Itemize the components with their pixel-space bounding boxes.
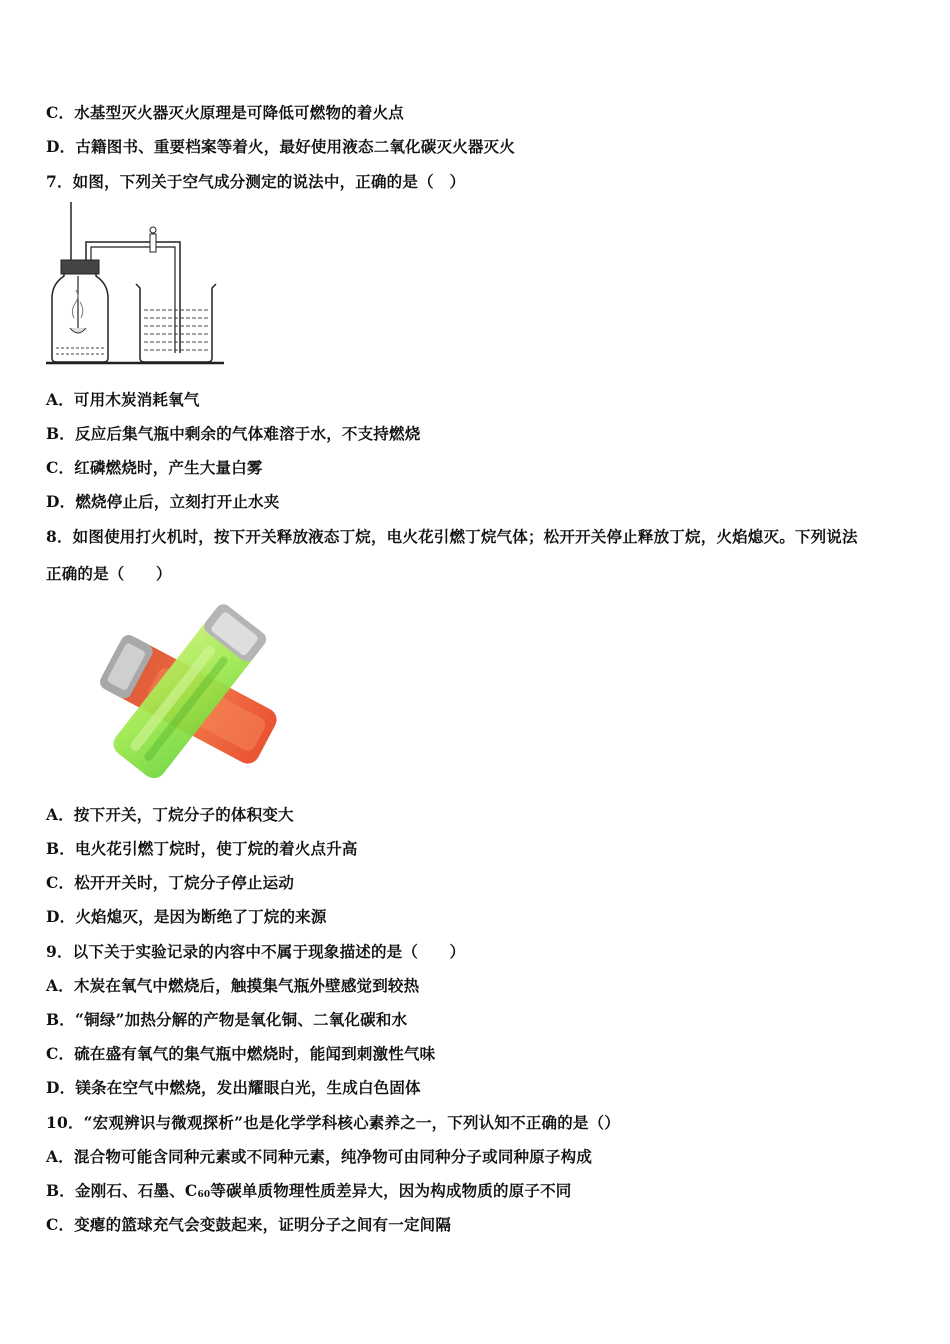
question-10-option-a: A．混合物可能含同种元素或不同种元素，纯净物可由同种分子或同种原子构成 bbox=[46, 1147, 593, 1166]
question-8-option-b: B．电火花引燃丁烷时，使丁烷的着火点升高 bbox=[46, 839, 358, 858]
question-7-option-c: C．红磷燃烧时，产生大量白雾 bbox=[46, 458, 263, 477]
question-9-option-b: B．“铜绿”加热分解的产物是氧化铜、二氧化碳和水 bbox=[46, 1010, 408, 1029]
question-8-option-d: D．火焰熄灭，是因为断绝了丁烷的来源 bbox=[46, 907, 327, 926]
lighters-photo-figure bbox=[86, 600, 292, 782]
question-9-option-a: A．木炭在氧气中燃烧后，触摸集气瓶外壁感觉到较热 bbox=[46, 976, 420, 995]
question-7-option-b: B．反应后集气瓶中剩余的气体难溶于水，不支持燃烧 bbox=[46, 424, 421, 443]
question-9-option-c: C．硫在盛有氧气的集气瓶中燃烧时，能闻到刺激性气味 bbox=[46, 1044, 436, 1063]
option-b-suffix: 等碳单质物理性质差异大，因为构成物质的原子不同 bbox=[210, 1181, 572, 1200]
option-d-prev: D．古籍图书、重要档案等着火，最好使用液态二氧化碳灭火器灭火 bbox=[46, 137, 515, 156]
question-7-stem: 7．如图，下列关于空气成分测定的说法中，正确的是（ ） bbox=[46, 172, 466, 191]
option-b-prefix: B．金刚石、石墨、C bbox=[46, 1181, 198, 1200]
option-c-prev: C．水基型灭火器灭火原理是可降低可燃物的着火点 bbox=[46, 103, 404, 122]
question-9-option-d: D．镁条在空气中燃烧，发出耀眼白光，生成白色固体 bbox=[46, 1078, 421, 1097]
question-7-option-a: A．可用木炭消耗氧气 bbox=[46, 390, 200, 409]
question-8-stem-line1: 8．如图使用打火机时，按下开关释放液态丁烷，电火花引燃丁烷气体；松开开关停止释放丁烷，火焰熄灭。下列说法 bbox=[46, 527, 858, 546]
c60-subscript: 60 bbox=[197, 1190, 211, 1200]
question-8-option-c: C．松开开关时，丁烷分子停止运动 bbox=[46, 873, 295, 892]
question-8-option-a: A．按下开关，丁烷分子的体积变大 bbox=[46, 805, 294, 824]
question-8-stem-line2: 正确的是（ ） bbox=[46, 564, 172, 583]
question-7-option-d: D．燃烧停止后，立刻打开止水夹 bbox=[46, 492, 280, 511]
question-10-option-c: C．变瘪的篮球充气会变鼓起来，证明分子之间有一定间隔 bbox=[46, 1215, 452, 1234]
question-10-option-b bbox=[46, 1179, 572, 1201]
question-9-stem: 9．以下关于实验记录的内容中不属于现象描述的是（ ） bbox=[46, 942, 466, 961]
question-10-stem: 10．“宏观辨识与微观探析”也是化学学科核心素养之一，下列认知不正确的是（） bbox=[46, 1113, 621, 1132]
air-measurement-apparatus-figure bbox=[44, 198, 230, 368]
